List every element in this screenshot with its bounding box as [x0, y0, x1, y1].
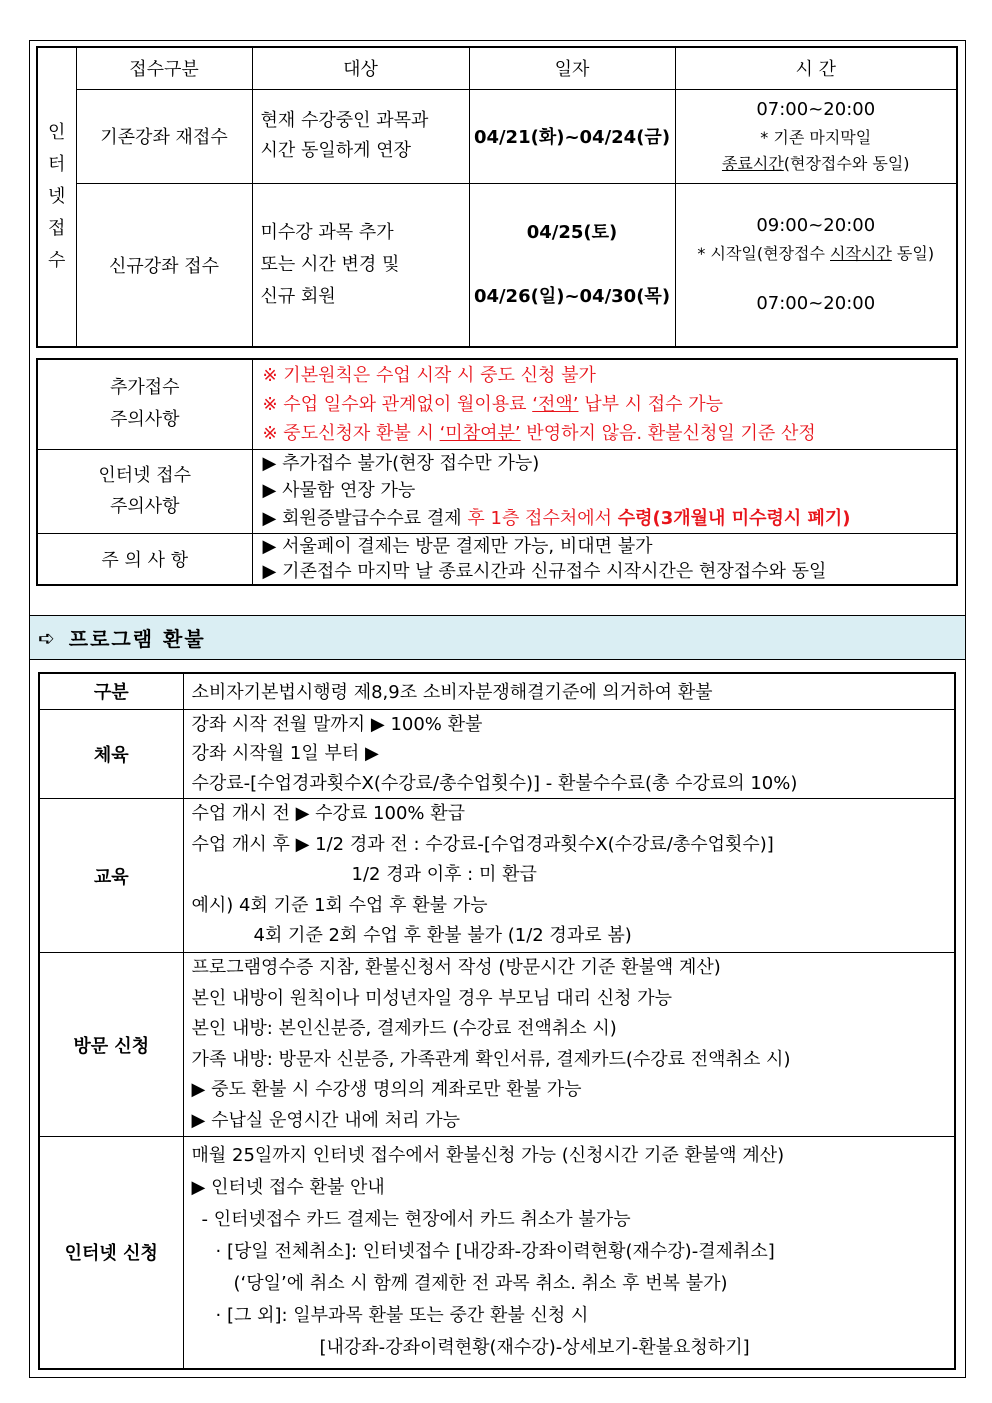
additional-notice-content: ※ 기본원칙은 수업 시작 시 중도 신청 불가 ※ 수업 일수와 관계없이 월이용료 ‘전액’ 납부 시 접수 가능 ※ 중도신청자 환불 시 ‘미참여분’ 반영하지 않음. 환불신청일 기준 산정 [252, 359, 957, 449]
additional-notice-label: 추가접수 주의사항 [37, 359, 252, 449]
refund-header-text: 소비자기본법시행령 제8,9조 소비자분쟁해결기준에 의거하여 환불 [183, 673, 955, 709]
general-notice-content: ▶ 서울페이 결제는 방문 결제만 가능, 비대면 불가 ▶ 기존접수 마지막 날 종료시간과 신규접수 시작시간은 현장접수와 동일 [252, 533, 957, 585]
sports-label: 체육 [39, 709, 183, 799]
refund-table [38, 672, 956, 1370]
header-category: 접수구분 [76, 47, 252, 89]
refund-section-title: 프로그램 환불 [68, 627, 206, 651]
existing-course-target: 현재 수강중인 과목과 시간 동일하게 연장 [252, 89, 469, 183]
header-time: 시 간 [675, 47, 957, 89]
new-course-time: 09:00~20:00 * 시작일(현장접수 시작시간 동일) 07:00~20:00 [675, 183, 957, 347]
existing-course-category: 기존강좌 재접수 [76, 89, 252, 183]
new-course-dates: 04/25(토) 04/26(일)~04/30(목) [469, 183, 675, 347]
internet-notice-label: 인터넷 접수 주의사항 [37, 449, 252, 533]
refund-header-label: 구분 [39, 673, 183, 709]
new-course-target: 미수강 과목 추가 또는 시간 변경 및 신규 회원 [252, 183, 469, 347]
internet-reception-side-label: 인 터 넷 접 수 [37, 47, 76, 347]
visit-request-label: 방문 신청 [39, 953, 183, 1137]
visit-request-content: 프로그램영수증 지참, 환불신청서 작성 (방문시간 기준 환불액 계산) 본인 내방이 원칙이나 미성년자일 경우 부모님 대리 신청 가능 본인 내방: 본인신분증, 결제카드 (수강료 전액취소 시) 가족 내방: 방문자 신분증, 가족관계 확인서류, 결제카드(수강료 전액취소 시) ▶ 중도 환불 시 수강생 명의의 계좌로만 환불 가능 ▶ 수납실 운영시간 내에 처리 가능 [183, 953, 955, 1137]
arrow-icon: ➪ [38, 625, 55, 650]
existing-course-time: 07:00~20:00 * 기존 마지막일 종료시간(현장접수와 동일) [675, 89, 957, 183]
refund-section-heading [30, 615, 965, 660]
new-course-category: 신규강좌 접수 [76, 183, 252, 347]
notices-table [36, 358, 958, 586]
online-request-content: 매월 25일까지 인터넷 접수에서 환불신청 가능 (신청시간 기준 환불액 계산) ▶ 인터넷 접수 환불 안내 - 인터넷접수 카드 결제는 현장에서 카드 취소가 불가능 · [당일 전체취소]: 인터넷접수 [내강좌-강좌이력현황(재수강)-결제취소] (‘당일’에 취소 시 함께 결제한 전 과목 취소. 취소 후 번복 불가) · [그 외]: 일부과목 환불 또는 중간 환불 신청 시 [내강좌-강좌이력현황(재수강)-상세보기-환불요청하기] [183, 1137, 955, 1369]
internet-notice-content: ▶ 추가접수 불가(현장 접수만 가능) ▶ 사물함 연장 가능 ▶ 회원증발급수수료 결제 후 1층 접수처에서 수령(3개월내 미수령시 폐기) [252, 449, 957, 533]
header-date: 일자 [469, 47, 675, 89]
online-request-label: 인터넷 신청 [39, 1137, 183, 1369]
general-notice-label: 주 의 사 항 [37, 533, 252, 585]
education-content: 수업 개시 전 ▶ 수강료 100% 환급 수업 개시 후 ▶ 1/2 경과 전 : 수강료-[수업경과횟수X(수강료/총수업횟수)] 1/2 경과 이후 : 미 환급 예시) 4회 기준 1회 수업 후 환불 가능 4회 기준 2회 수업 후 환불 불가 (1/2 경과로 봄) [183, 799, 955, 953]
sports-content: 강좌 시작 전월 말까지 ▶ 100% 환불 강좌 시작월 1일 부터 ▶ 수강료-[수업경과횟수X(수강료/총수업횟수)] - 환불수수료(총 수강료의 10%) [183, 709, 955, 799]
header-target: 대상 [252, 47, 469, 89]
internet-reception-table [36, 46, 958, 348]
education-label: 교육 [39, 799, 183, 953]
existing-course-dates: 04/21(화)~04/24(금) [469, 89, 675, 183]
